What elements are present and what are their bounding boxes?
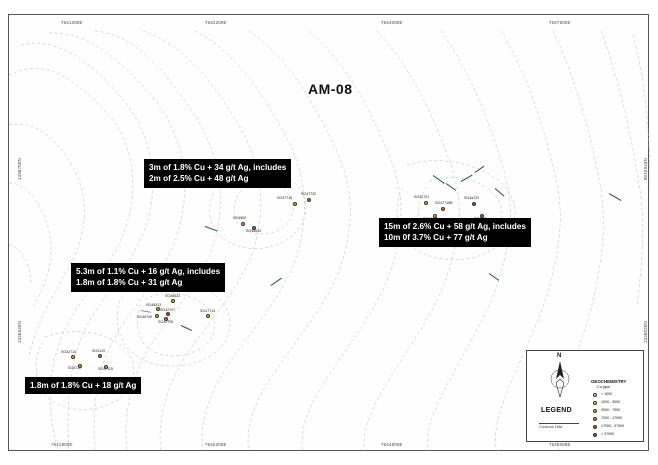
legend-entry-label: 3000 - 7000 — [601, 408, 621, 412]
legend-entry-label: > 37000 — [601, 432, 615, 436]
drill-hole-marker[interactable] — [71, 355, 75, 359]
callout-line: 1.8m of 1.8% Cu + 31 g/t Ag — [76, 278, 183, 288]
callout-line: 5.3m of 1.1% Cu + 16 g/t Ag, includes — [76, 267, 221, 276]
coord-top-3: 7644000E — [381, 20, 403, 25]
coord-top-2: 7642200E — [205, 20, 227, 25]
legend-geochem-subtitle: Cu ppm — [597, 385, 611, 389]
drill-hole-label: SG47715B — [435, 201, 453, 205]
coord-top-4: 7647500E — [549, 20, 571, 25]
callout-line: 3m of 1.8% Cu + 34 g/t Ag, includes — [149, 163, 287, 172]
legend-entry-label: 1000 - 3000 — [601, 400, 621, 404]
north-label: N — [557, 353, 562, 359]
legend-entry-label: 17000 - 37000 — [601, 424, 625, 428]
callout-line: 1.8m of 1.8% Cu + 18 g/t Ag — [30, 381, 137, 390]
scale-label: Contours 1Mw — [539, 425, 563, 429]
drill-hole-label: SG46522 — [165, 294, 181, 298]
drill-hole-label: SG46632 — [246, 229, 262, 233]
callout-line: 10m 0f 3.7% Cu + 77 g/t Ag — [384, 233, 488, 243]
drill-hole-marker[interactable] — [155, 314, 159, 318]
legend-swatch — [593, 425, 597, 429]
drill-hole-label: SG47714 — [200, 309, 216, 313]
drill-hole-label: SG4120 — [92, 349, 106, 353]
drill-hole-marker[interactable] — [441, 207, 445, 211]
legend-title: LEGEND — [541, 407, 572, 414]
drill-hole-label: SG47732 — [301, 192, 317, 196]
drill-hole-marker[interactable] — [166, 312, 170, 316]
north-arrow-icon — [547, 357, 573, 401]
coord-bottom-2: 7642300E — [205, 442, 227, 447]
drill-hole-label: SG42707 — [160, 308, 176, 312]
page-title: AM-08 — [308, 81, 353, 97]
legend-swatch — [593, 417, 597, 421]
drill-hole-marker[interactable] — [424, 201, 428, 205]
legend-entry-label: 7000 - 17000 — [601, 416, 623, 420]
callout-line: 15m of 2.6% Cu + 58 g/t Ag, includes — [384, 222, 526, 231]
callout-am08-north — [144, 159, 291, 188]
scale-bar — [539, 423, 579, 424]
drill-hole-label: SG6722 — [68, 366, 82, 370]
coord-left-2: 1336530N — [17, 321, 22, 343]
drill-hole-marker[interactable] — [241, 222, 245, 226]
drill-hole-marker[interactable] — [472, 202, 476, 206]
drill-hole-label: SG4a722 — [464, 196, 480, 200]
drill-hole-label: SG42714 — [61, 350, 77, 354]
coord-top-1: 7641000E — [61, 20, 83, 25]
callout-line: 2m of 2.5% Cu + 48 g/t Ag — [149, 174, 249, 184]
drill-hole-marker[interactable] — [206, 314, 210, 318]
drill-hole-label: SG47715 — [277, 196, 293, 200]
legend-swatch — [593, 433, 597, 437]
legend-swatch — [593, 393, 597, 397]
callout-am08-east — [379, 218, 531, 247]
coord-left-1: 1338700N — [17, 158, 22, 180]
callout-am08-west — [71, 263, 225, 292]
coord-bottom-1: 7641900E — [51, 442, 73, 447]
drill-hole-label: SG42701 — [414, 195, 430, 199]
legend-entry-label: < 1000 — [601, 392, 613, 396]
legend-panel — [526, 350, 644, 442]
drill-hole-label: SG46513 — [146, 303, 162, 307]
drill-hole-label: SG42705 — [158, 320, 174, 324]
legend-swatch — [593, 409, 597, 413]
drill-hole-marker[interactable] — [98, 354, 102, 358]
drill-hole-marker[interactable] — [171, 299, 175, 303]
legend-geochem-title: GEOCHEMISTRY — [591, 379, 627, 384]
drill-hole-label: SG46700 — [137, 315, 153, 319]
coord-bottom-4: 7545008E — [549, 442, 571, 447]
coord-bottom-3: 7644900E — [381, 442, 403, 447]
callout-am08-southwest — [25, 377, 141, 394]
map-frame — [8, 14, 649, 451]
drill-hole-marker[interactable] — [293, 202, 297, 206]
coord-right-2: 1338020N — [643, 321, 648, 343]
coord-right-1: 8010916N — [643, 158, 648, 180]
legend-swatch — [593, 401, 597, 405]
drill-hole-marker[interactable] — [307, 198, 311, 202]
drill-hole-label: SG47115 — [98, 367, 113, 371]
drill-hole-label: SG4550 — [233, 216, 247, 220]
